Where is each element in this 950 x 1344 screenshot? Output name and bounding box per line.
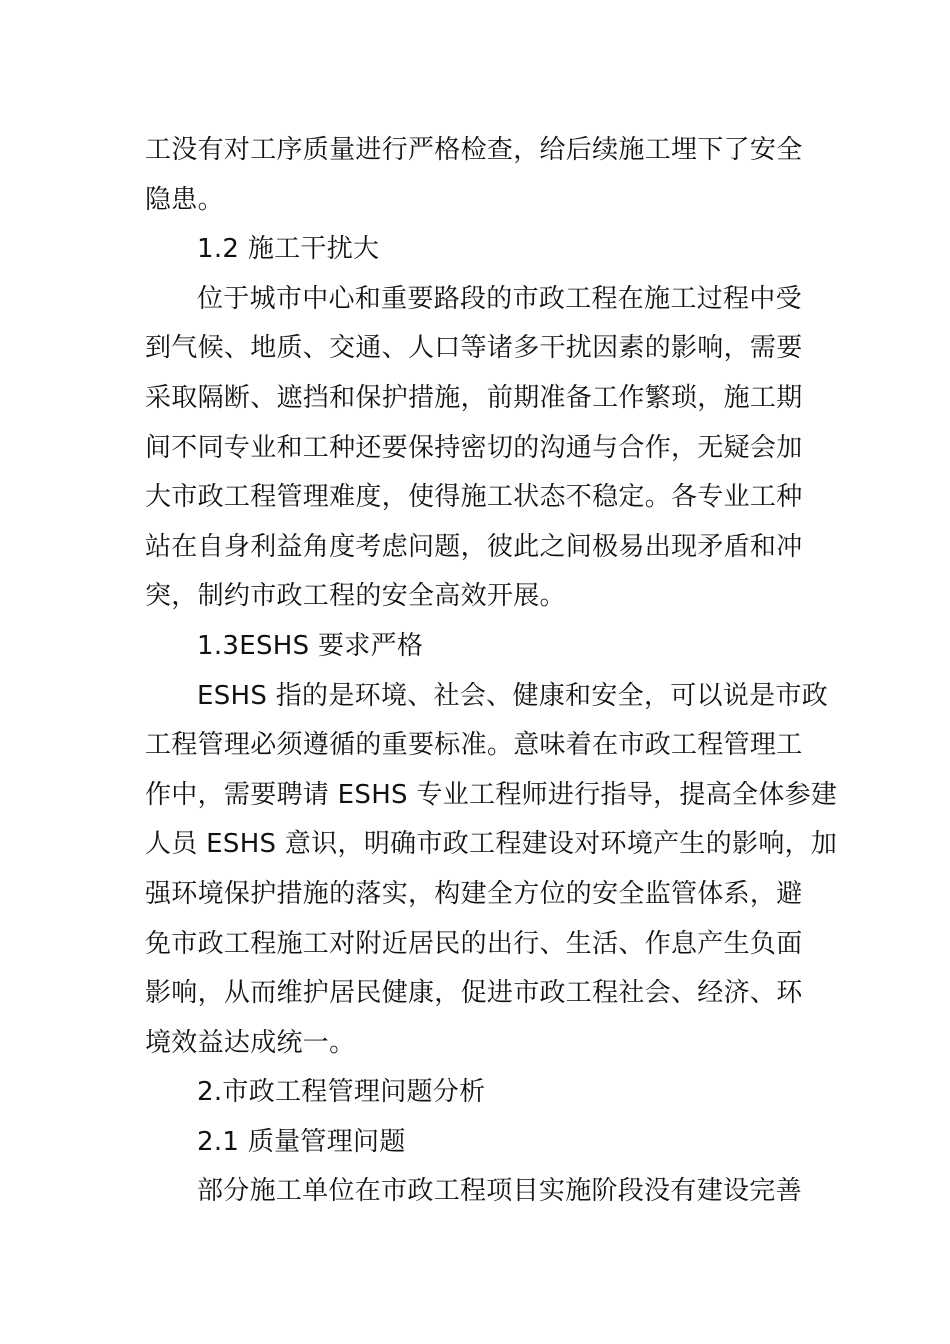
body-line: 大市政工程管理难度，使得施工状态不稳定。各专业工种: [145, 482, 803, 513]
subsection-heading: 2.1 质量管理问题: [197, 1126, 406, 1157]
body-line: 作中，需要聘请 ESHS 专业工程师进行指导，提高全体参建: [145, 779, 838, 810]
document-body: [145, 126, 838, 1217]
body-line: 强环境保护措施的落实，构建全方位的安全监管体系，避: [145, 878, 803, 909]
body-line: 工没有对工序质量进行严格检查，给后续施工埋下了安全: [145, 135, 803, 165]
section-heading: 2.市政工程管理问题分析: [197, 1077, 486, 1108]
body-line: 突，制约市政工程的安全高效开展。: [145, 581, 566, 612]
body-line: 间不同专业和工种还要保持密切的沟通与合作，无疑会加: [145, 432, 803, 463]
paragraph-first-line: 部分施工单位在市政工程项目实施阶段没有建设完善: [197, 1176, 802, 1207]
section-heading: 1.2 施工干扰大: [197, 234, 380, 265]
paragraph-first-line: 位于城市中心和重要路段的市政工程在施工过程中受: [197, 283, 802, 314]
body-line: 境效益达成统一。: [145, 1027, 356, 1058]
body-line: 采取隔断、遮挡和保护措施，前期准备工作繁琐，施工期: [145, 382, 803, 413]
body-line: 影响，从而维护居民健康，促进市政工程社会、经济、环: [145, 978, 803, 1009]
body-line: 到气候、地质、交通、人口等诸多干扰因素的影响，需要: [145, 333, 803, 364]
body-line: 隐患。: [145, 184, 224, 215]
body-line: 工程管理必须遵循的重要标准。意味着在市政工程管理工: [145, 730, 803, 761]
body-line: 站在自身利益角度考虑问题，彼此之间极易出现矛盾和冲: [145, 531, 803, 562]
section-heading: 1.3ESHS 要求严格: [197, 630, 424, 661]
body-line: 人员 ESHS 意识，明确市政工程建设对环境产生的影响，加: [145, 829, 838, 860]
paragraph-first-line: ESHS 指的是环境、社会、健康和安全，可以说是市政: [197, 680, 829, 711]
body-line: 免市政工程施工对附近居民的出行、生活、作息产生负面: [145, 928, 803, 959]
